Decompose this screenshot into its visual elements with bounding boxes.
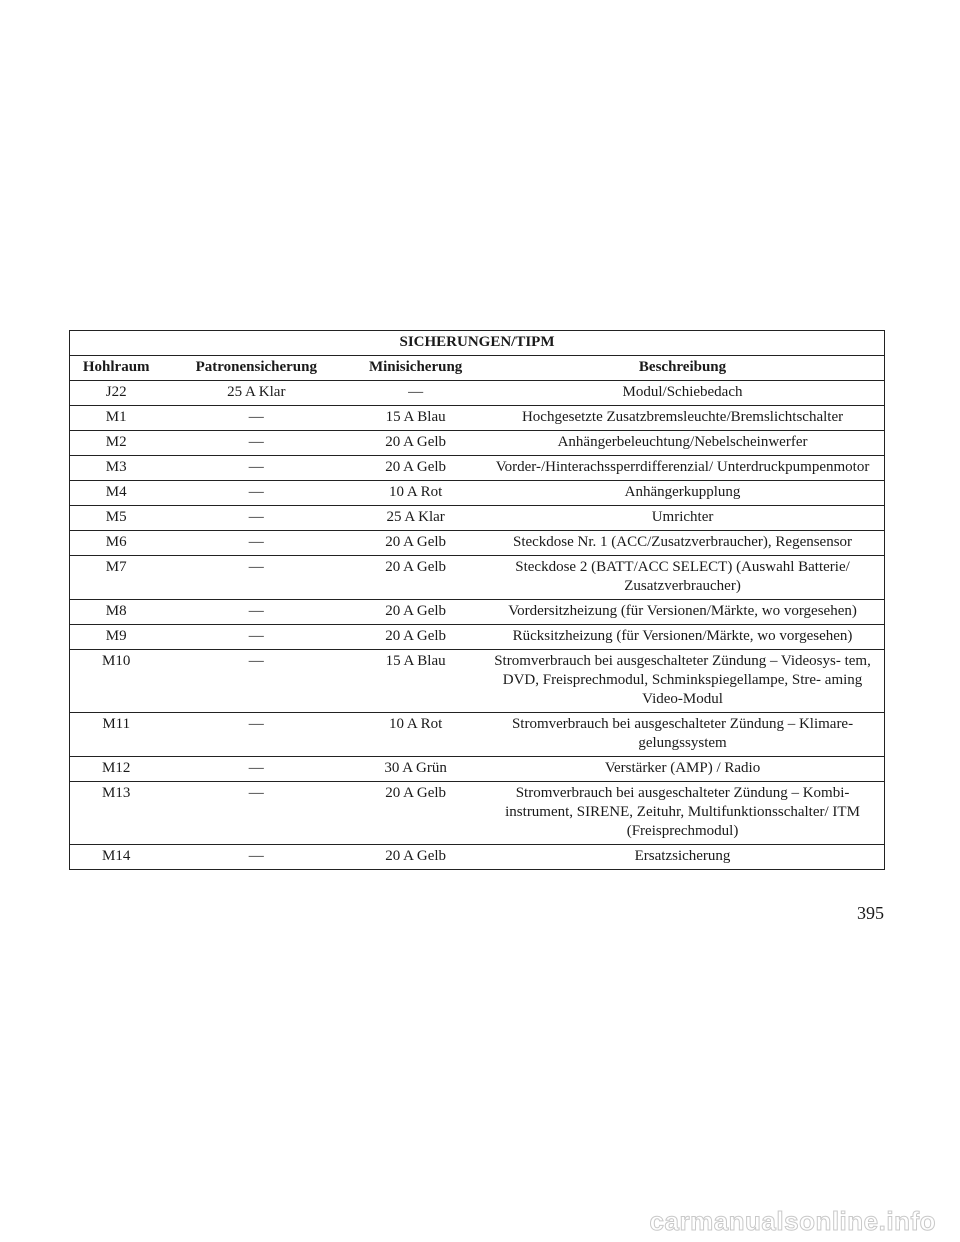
cartridge-fuse-cell: —	[162, 456, 350, 481]
cavity-cell: M11	[70, 713, 163, 757]
column-header: Hohlraum	[70, 356, 163, 381]
mini-fuse-cell: 20 A Gelb	[350, 600, 481, 625]
table-row	[70, 713, 885, 757]
mini-fuse-cell: 15 A Blau	[350, 650, 481, 713]
fuse-table	[69, 330, 885, 870]
mini-fuse-cell: 20 A Gelb	[350, 556, 481, 600]
description-cell: Hochgesetzte Zusatzbremsleuchte/Bremslichtschalter	[481, 406, 884, 431]
mini-fuse-cell: 20 A Gelb	[350, 531, 481, 556]
mini-fuse-cell: 25 A Klar	[350, 506, 481, 531]
description-cell: Stromverbrauch bei ausgeschalteter Zündung – Videosys- tem, DVD, Freisprechmodul, Schminkspiegellampe, Stre- aming Video-Modul	[481, 650, 884, 713]
table-row	[70, 456, 885, 481]
cartridge-fuse-cell: —	[162, 650, 350, 713]
table-header-row	[70, 356, 885, 381]
cavity-cell: M12	[70, 757, 163, 782]
cartridge-fuse-cell: —	[162, 556, 350, 600]
cartridge-fuse-cell: —	[162, 625, 350, 650]
cartridge-fuse-cell: —	[162, 481, 350, 506]
table-row	[70, 481, 885, 506]
cartridge-fuse-cell: 25 A Klar	[162, 381, 350, 406]
watermark-logo[interactable]: carmanualsonline.info	[649, 1206, 936, 1236]
cavity-cell: M3	[70, 456, 163, 481]
cartridge-fuse-cell: —	[162, 531, 350, 556]
table-row	[70, 650, 885, 713]
cavity-cell: M2	[70, 431, 163, 456]
description-cell: Steckdose Nr. 1 (ACC/Zusatzverbraucher), Regensensor	[481, 531, 884, 556]
cartridge-fuse-cell: —	[162, 406, 350, 431]
cavity-cell: M4	[70, 481, 163, 506]
table-row	[70, 600, 885, 625]
mini-fuse-cell: 10 A Rot	[350, 481, 481, 506]
description-cell: Steckdose 2 (BATT/ACC SELECT) (Auswahl Batterie/ Zusatzverbraucher)	[481, 556, 884, 600]
cavity-cell: M13	[70, 782, 163, 845]
description-cell: Stromverbrauch bei ausgeschalteter Zündung – Kombi- instrument, SIRENE, Zeituhr, Multifunktionsschalter/ ITM (Freisprechmodul)	[481, 782, 884, 845]
mini-fuse-cell: 30 A Grün	[350, 757, 481, 782]
description-cell: Rücksitzheizung (für Versionen/Märkte, wo vorgesehen)	[481, 625, 884, 650]
cartridge-fuse-cell: —	[162, 757, 350, 782]
cavity-cell: M7	[70, 556, 163, 600]
cavity-cell: M1	[70, 406, 163, 431]
mini-fuse-cell: 20 A Gelb	[350, 456, 481, 481]
cavity-cell: M14	[70, 845, 163, 870]
table-row	[70, 782, 885, 845]
cartridge-fuse-cell: —	[162, 506, 350, 531]
cavity-cell: M9	[70, 625, 163, 650]
mini-fuse-cell: 10 A Rot	[350, 713, 481, 757]
table-body	[70, 381, 885, 870]
cartridge-fuse-cell: —	[162, 713, 350, 757]
mini-fuse-cell: 20 A Gelb	[350, 431, 481, 456]
column-header: Patronensicherung	[162, 356, 350, 381]
table-row	[70, 556, 885, 600]
mini-fuse-cell: —	[350, 381, 481, 406]
cartridge-fuse-cell: —	[162, 845, 350, 870]
mini-fuse-cell: 15 A Blau	[350, 406, 481, 431]
cavity-cell: M10	[70, 650, 163, 713]
table-row	[70, 406, 885, 431]
description-cell: Umrichter	[481, 506, 884, 531]
description-cell: Anhängerbeleuchtung/Nebelscheinwerfer	[481, 431, 884, 456]
mini-fuse-cell: 20 A Gelb	[350, 625, 481, 650]
cavity-cell: M8	[70, 600, 163, 625]
table-row	[70, 506, 885, 531]
description-cell: Vordersitzheizung (für Versionen/Märkte, wo vorgesehen)	[481, 600, 884, 625]
mini-fuse-cell: 20 A Gelb	[350, 845, 481, 870]
column-header: Beschreibung	[481, 356, 884, 381]
table-row	[70, 757, 885, 782]
page-number: 395	[857, 903, 884, 923]
cartridge-fuse-cell: —	[162, 431, 350, 456]
description-cell: Modul/Schiebedach	[481, 381, 884, 406]
table-row	[70, 531, 885, 556]
description-cell: Anhängerkupplung	[481, 481, 884, 506]
table-row	[70, 625, 885, 650]
column-header: Minisicherung	[350, 356, 481, 381]
description-cell: Verstärker (AMP) / Radio	[481, 757, 884, 782]
description-cell: Ersatzsicherung	[481, 845, 884, 870]
cavity-cell: M6	[70, 531, 163, 556]
table-row	[70, 845, 885, 870]
table-title: SICHERUNGEN/TIPM	[70, 331, 885, 356]
cavity-cell: M5	[70, 506, 163, 531]
table-title-row	[70, 331, 885, 356]
mini-fuse-cell: 20 A Gelb	[350, 782, 481, 845]
cartridge-fuse-cell: —	[162, 600, 350, 625]
cartridge-fuse-cell: —	[162, 782, 350, 845]
cavity-cell: J22	[70, 381, 163, 406]
table-row	[70, 431, 885, 456]
table-row	[70, 381, 885, 406]
description-cell: Stromverbrauch bei ausgeschalteter Zündung – Klimare- gelungssystem	[481, 713, 884, 757]
description-cell: Vorder-/Hinterachssperrdifferenzial/ Unterdruckpumpenmotor	[481, 456, 884, 481]
